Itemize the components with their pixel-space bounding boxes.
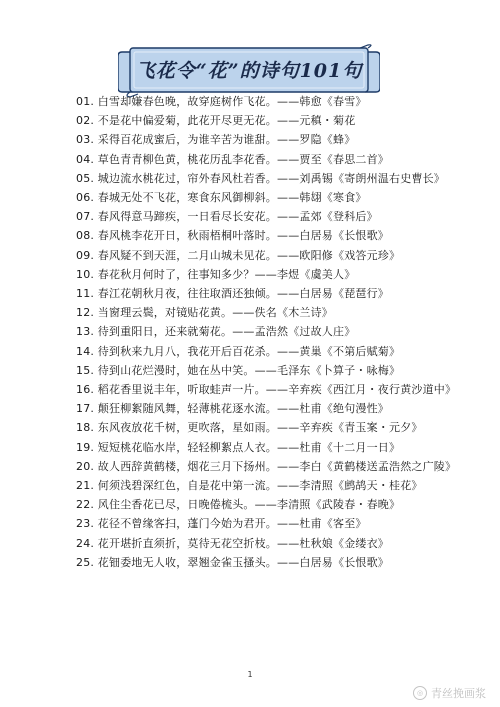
poem-line: 11. 春江花朝秋月夜，往往取酒还独倾。——白居易《琵琶行》 [76,287,389,301]
poem-line: 12. 当窗理云鬓，对镜贴花黄。——佚名《木兰诗》 [76,306,333,320]
poem-line: 19. 短短桃花临水岸，轻轻柳絮点人衣。——杜甫《十二月一日》 [76,440,401,454]
poem-line: 10. 春花秋月何时了，往事知多少？——李煜《虞美人》 [76,267,356,281]
poem-line: 03. 采得百花成蜜后，为谁辛苦为谁甜。——罗隐《蜂》 [76,133,356,147]
poem-line: 06. 春城无处不飞花，寒食东风御柳斜。——韩翃《寒食》 [76,191,367,205]
poem-line: 07. 春风得意马蹄疾，一日看尽长安花。——孟郊《登科后》 [76,210,378,224]
poem-line: 08. 春风桃李花开日，秋雨梧桐叶落时。——白居易《长恨歌》 [76,229,389,243]
poem-line: 05. 城边流水桃花过，帘外春风杜若香。——刘禹锡《寄朗州温右史曹长》 [76,171,445,185]
poem-line: 21. 何须浅碧深红色，自是花中第一流。——李清照《鹧鸪天・桂花》 [76,479,423,493]
watermark-text: 青丝挽画浆 [431,687,486,700]
poem-line: 23. 花径不曾缘客扫，蓬门今始为君开。——杜甫《客至》 [76,517,367,531]
watermark [413,685,486,701]
title-banner [118,44,380,98]
poem-line: 13. 待到重阳日，还来就菊花。——孟浩然《过故人庄》 [76,325,356,339]
poem-list [76,92,456,572]
poem-line: 02. 不是花中偏爱菊，此花开尽更无花。——元稹・菊花 [76,114,356,128]
poem-line: 24. 花开堪折直须折，莫待无花空折枝。——杜秋娘《金缕衣》 [76,536,389,550]
poem-line: 20. 故人西辞黄鹤楼，烟花三月下扬州。——李白《黄鹤楼送孟浩然之广陵》 [76,459,457,473]
poem-line: 25. 花钿委地无人收，翠翘金雀玉搔头。——白居易《长恨歌》 [76,555,389,569]
poem-line: 18. 东风夜放花千树，更吹落，星如雨。——辛弃疾《青玉案・元夕》 [76,421,423,435]
poem-line: 04. 草色青青柳色黄，桃花历乱李花香。——贾至《春思二首》 [76,152,389,166]
poem-line: 09. 春风疑不到天涯，二月山城未见花。——欧阳修《戏答元珍》 [76,248,401,262]
poem-line: 15. 待到山花烂漫时，她在丛中笑。——毛泽东《卜算子・咏梅》 [76,363,401,377]
poem-line: 16. 稻花香里说丰年，听取蛙声一片。——辛弃疾《西江月・夜行黄沙道中》 [76,383,457,397]
page-number: 1 [247,670,253,679]
poem-line: 22. 风住尘香花已尽，日晚倦梳头。——李清照《武陵春・春晚》 [76,498,401,512]
poem-line: 17. 颠狂柳絮随风舞，轻薄桃花逐水流。——杜甫《绝句漫性》 [76,402,389,416]
poem-line: 01. 白雪却嫌春色晚，故穿庭树作飞花。——韩愈《春雪》 [76,95,367,108]
banner-title: 飞花令“花”的诗句101句 [135,60,363,82]
watermark-logo-icon: ◎ [413,686,427,700]
poem-line: 14. 待到秋来九月八，我花开后百花杀。——黄巢《不第后赋菊》 [76,344,401,358]
